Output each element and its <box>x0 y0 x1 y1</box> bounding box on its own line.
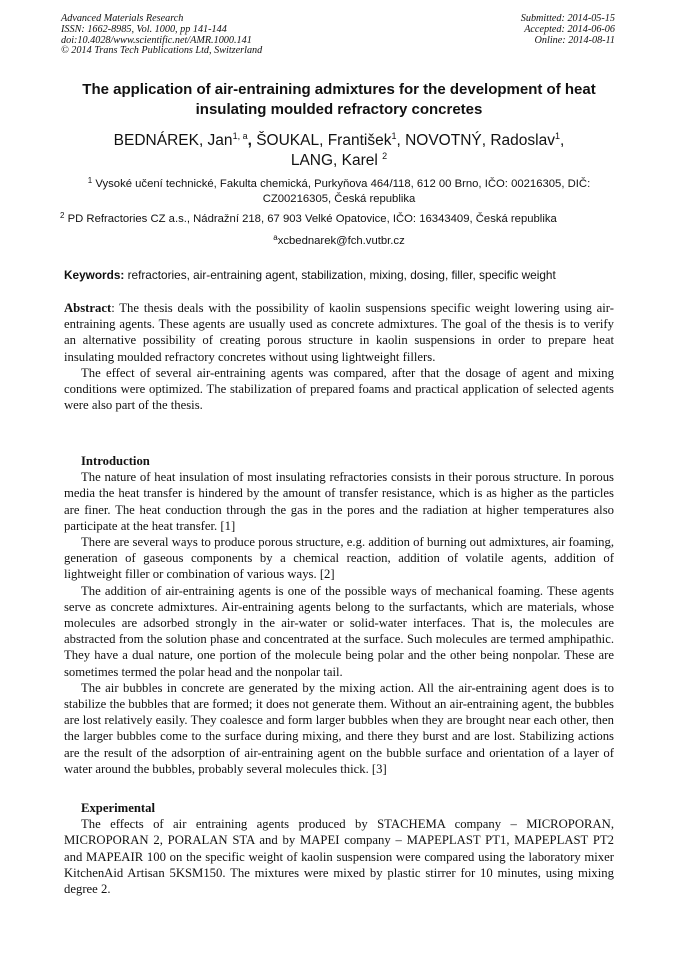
author-separator: , <box>396 132 406 149</box>
email-mark: a <box>273 233 278 242</box>
paper-title: The application of air-entraining admixtures for the development of heat insulating moulded refractory concretes <box>82 81 596 118</box>
introduction-paragraph: The air bubbles in concrete are generated by the mixing action. All the air-entraining agent does is to stabilize the bubbles that are formed; it does not generate them. Without an air-entraining agent, the bubbles are lost relatively easily. They coalesce and form larger bubbles when they are brought near each other, then the larger bubbles come to the surface during mixing, and there they burst and are lost. Stabilizing actions are the result of the adsorption of air-entraining agent on the bubble surface and orientation of a layer of water around the bubbles, probably several molecules thick. [3] <box>64 680 614 776</box>
keywords-label: Keywords: <box>64 268 125 282</box>
experimental-heading: Experimental <box>81 801 156 815</box>
author-list <box>90 131 588 171</box>
publication-dates <box>521 14 615 46</box>
online-date: Online: 2014-08-11 <box>534 34 615 46</box>
affiliation-1 <box>60 177 618 207</box>
author-separator: , <box>560 132 565 149</box>
introduction-paragraph: The nature of heat insulation of most insulating refractories consists in their porous structure. In porous media the heat transfer is hindered by the amount of transfer resistance, which is as higher as the particles are finer. The heat conduction through the gas in the pores and the radiation at higher temperatures also participate at the heat transfer. [1] <box>64 470 614 533</box>
keywords-text: refractories, air-entraining agent, stabilization, mixing, dosing, filler, specific weight <box>127 268 556 282</box>
affiliation-number: 2 <box>60 211 65 220</box>
doi: doi:10.4028/www.scientific.net/AMR.1000.141 <box>61 34 252 46</box>
issn: ISSN: 1662-8985, Vol. 1000, pp 141-144 <box>61 23 227 35</box>
author-name: LANG, Karel <box>290 152 383 169</box>
author-name: NOVOTNÝ, Radoslav <box>405 132 555 149</box>
introduction-paragraph: The addition of air-entraining agents is one of the possible ways of mechanical foaming. These agents serve as concrete admixtures. Air-entraining agents belong to the surfactants, which are materials, whose molecules are adsorbed strongly in the air-water or solid-water interfaces. That is, the molecules are abstracted from the solution phase and concentrated at the surface. Such molecules are termed amphipathic. They have a dual nature, one portion of the molecule being polar and the other being nonpolar. These are sometimes termed the polar head and the nonpolar tail. <box>64 583 614 679</box>
abstract-text: : The thesis deals with the possibility of kaolin suspensions specific weight lowering using air-entraining agents. These agents are usually used as concrete admixtures. The goal of the thesis is to verify an alternative possibility of creating porous structure in kaolin suspensions in order to prepare heat insulating moulded refractory concretes without using lightweight fillers. <box>64 301 614 364</box>
abstract-label: Abstract <box>64 301 112 315</box>
keywords <box>64 268 620 283</box>
author-affiliation-mark: 1, a <box>232 131 248 141</box>
author-name: BEDNÁREK, Jan <box>113 132 233 149</box>
author-affiliation-mark: 2 <box>382 151 388 161</box>
contact-email <box>60 234 618 249</box>
author-affiliation-mark: 1 <box>554 131 560 141</box>
abstract-paragraph: The effect of several air-entraining agents was compared, after that the dosage of agent and mixing conditions were optimized. The stabilization of prepared foams and practical application of selected agents were also part of the thesis. <box>64 365 614 413</box>
affiliation-text: Vysoké učení technické, Fakulta chemická, Purkyňova 464/118, 612 00 Brno, IČO: 00216305, DIČ: CZ00216305, Česká republika <box>95 178 591 205</box>
author-affiliation-mark: 1 <box>391 131 397 141</box>
abstract-section <box>64 300 614 413</box>
journal-info <box>61 14 262 57</box>
introduction-section <box>64 453 614 777</box>
accepted-date: Accepted: 2014-06-06 <box>524 23 615 35</box>
introduction-heading: Introduction <box>81 454 150 468</box>
experimental-section <box>64 800 614 897</box>
introduction-paragraph: There are several ways to produce porous structure, e.g. addition of burning out admixtures, air foaming, generation of gaseous components by a chemical reaction, addition of volatile agents, addition of lightweight filler or combination of various ways. [2] <box>64 535 614 582</box>
affiliation-number: 1 <box>87 176 93 185</box>
author-name: ŠOUKAL, František <box>256 132 392 149</box>
experimental-paragraph: The effects of air entraining agents produced by STACHEMA company – MICROPORAN, MICROPORAN 2, PORALAN STA and by MAPEI company – MAPEPLAST PT1, MAPEPLAST PT2 and MAPEAIR 100 on the specific weight of kaolin suspension were compared using the laboratory mixer KitchenAid Artisan 5KSM150. The mixtures were mixed by plastic stirrer for 10 minutes, using mixing degree 2. <box>64 817 614 897</box>
affiliation-2 <box>60 212 618 227</box>
email-address[interactable]: xcbednarek@fch.vutbr.cz <box>277 235 405 247</box>
affiliation-text: PD Refractories CZ a.s., Nádražní 218, 67 903 Velké Opatovice, IČO: 16343409, Česká republika <box>67 213 557 225</box>
author-separator: , <box>247 132 257 149</box>
submitted-date: Submitted: 2014-05-15 <box>520 13 615 24</box>
journal-name: Advanced Materials Research <box>61 13 184 24</box>
abstract-paragraph <box>64 300 614 365</box>
copyright: © 2014 Trans Tech Publications Ltd, Switzerland <box>61 45 263 57</box>
